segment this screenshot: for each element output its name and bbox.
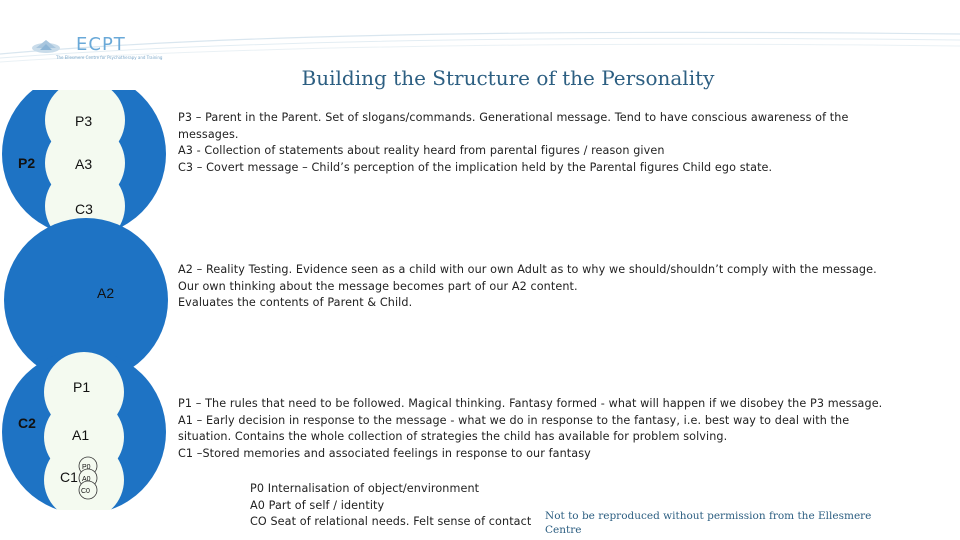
a1-description-line: situation. Contains the whole collection of strategies the child has available for problem solving. — [178, 430, 728, 443]
p1-label: P1 — [73, 379, 91, 395]
a3-label: A3 — [75, 156, 93, 172]
c2-label: C2 — [18, 415, 36, 431]
c0-label: C0 — [81, 488, 90, 495]
p3-label: P3 — [75, 113, 93, 129]
p0-description-line: P0 Internalisation of object/environment — [250, 482, 480, 495]
a0-label: A0 — [82, 476, 91, 483]
a2-description-line: Evaluates the contents of Parent & Child. — [178, 296, 413, 309]
c3-description-line: C3 – Covert message – Child’s perception of the implication held by the Parental figures Child ego state. — [178, 160, 773, 174]
ego-state-diagram — [0, 90, 190, 510]
p2-label: P2 — [18, 155, 36, 171]
a0-description-line: A0 Part of self / identity — [250, 498, 385, 512]
a2-description-line: Our own thinking about the message becomes part of our A2 content. — [178, 279, 578, 293]
p1-description-line: P1 – The rules that need to be followed. Magical thinking. Fantasy formed - what will happen if we disobey the P3 message. — [178, 397, 883, 410]
child-description — [178, 396, 918, 462]
parent-description — [178, 110, 918, 176]
p0-label: P0 — [82, 464, 91, 471]
adult-description — [178, 262, 918, 312]
c0-description-line: CO Seat of relational needs. Felt sense of contact — [250, 515, 532, 528]
copyright-note: Not to be reproduced without permission from the Ellesmere Centre — [545, 510, 872, 536]
c3-label: C3 — [75, 201, 93, 217]
logo-subtitle: The Ellesmere Centre for Psychotherapy and Training — [56, 55, 163, 60]
zero-level-description — [250, 481, 550, 531]
logo-text: ECPT — [76, 34, 126, 55]
a3-description-line: A3 - Collection of statements about reality heard from parental figures / reason given — [178, 144, 665, 157]
slide-title: Building the Structure of the Personality — [301, 66, 715, 90]
a1-description-line: A1 – Early decision in response to the message - what we do in response to the fantasy, i.e. best way to deal with the — [178, 413, 850, 427]
c1-description-line: C1 –Stored memories and associated feelings in response to our fantasy — [178, 446, 591, 460]
p3-description-line: messages. — [178, 127, 239, 141]
a2-description-line: A2 – Reality Testing. Evidence seen as a child with our own Adult as to why we should/shouldn’t comply with the message. — [178, 263, 877, 276]
a2-label: A2 — [97, 285, 115, 301]
p3-description-line: P3 – Parent in the Parent. Set of slogans/commands. Generational message. Tend to have conscious awareness of the — [178, 111, 849, 124]
a1-label: A1 — [72, 427, 90, 443]
c1-label: C1 — [60, 469, 78, 485]
